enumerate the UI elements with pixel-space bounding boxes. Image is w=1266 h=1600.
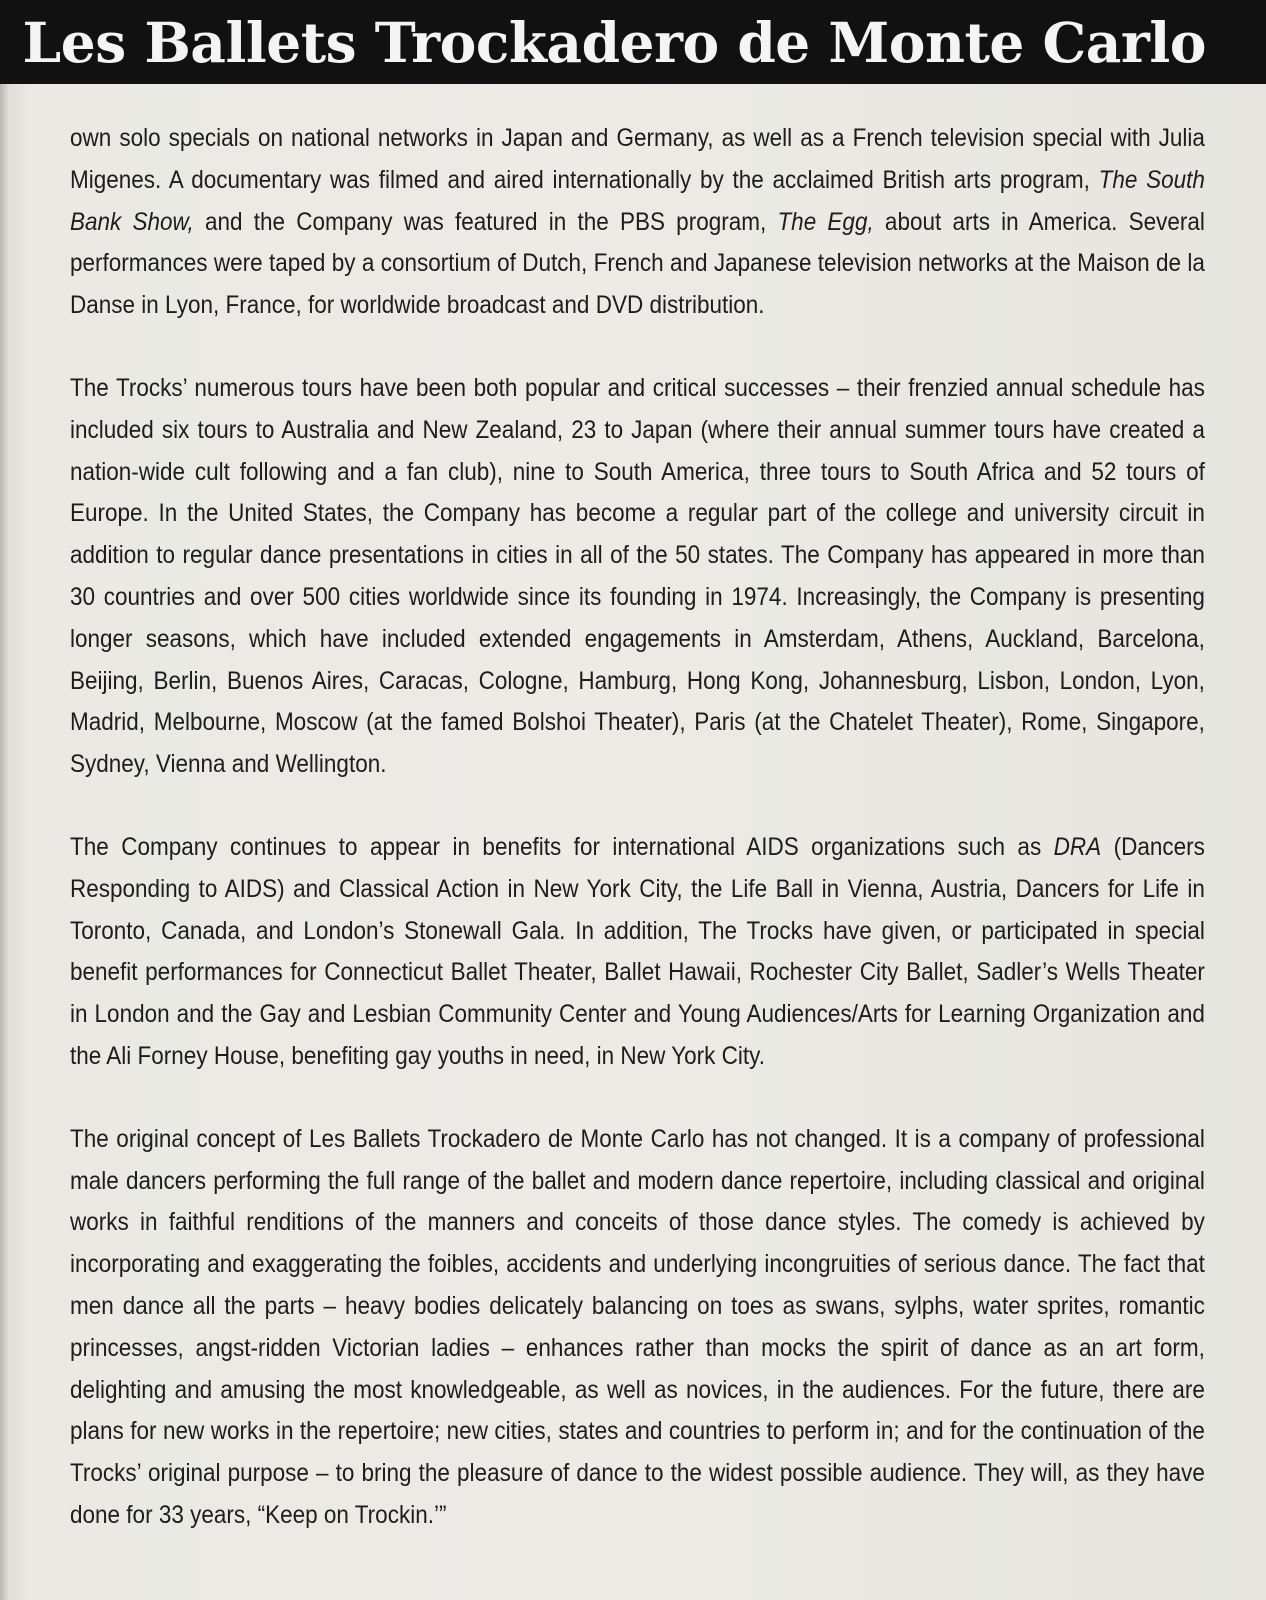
paragraph-benefits [70, 827, 1205, 1078]
paragraph-benefits-text-2: (Dancers Responding to AIDS) and Classical Action in New York City, the Life Ball in Vienna, Austria, Dancers for Life in Toronto, Canada, and London’s Stonewall Gala. In addition, The Trocks have given, or participated in special benefit performances for Connecticut Ballet Theater, Ballet Hawaii, Rochester City Ballet, Sadler’s Wells Theater in London and the Gay and Lesbian Community Center and Young Audiences/Arts for Learning Organization and the Ali Forney House, benefiting gay youths in need, in New York City. [70, 832, 1205, 1070]
article-body [70, 118, 1205, 1578]
header-bar [0, 0, 1266, 84]
show-title-south-bank: The South Bank Show, [70, 165, 1205, 236]
paragraph-media-text-3: about arts in America. Several performances were taped by a consortium of Dutch, French and Japanese television networks at the Maison de la Danse in Lyon, France, for worldwide broadcast and DVD distribution. [70, 207, 1205, 320]
page-binding-edge [0, 0, 10, 1600]
show-title-the-egg: The Egg, [777, 207, 874, 236]
paragraph-media [70, 118, 1205, 327]
paragraph-benefits-text-1: The Company continues to appear in benefits for international AIDS organizations such as [70, 832, 1054, 861]
paragraph-media-text-2: and the Company was featured in the PBS program, [193, 207, 778, 236]
paragraph-concept: The original concept of Les Ballets Trockadero de Monte Carlo has not changed. It is a company of professional male dancers performing the full range of the ballet and modern dance repertoire, including classical and original works in faithful renditions of the manners and conceits of those dance styles. The comedy is achieved by incorporating and exaggerating the foibles, accidents and underlying incongruities of serious dance. The fact that men dance all the parts – heavy bodies delicately balancing on toes as swans, sylphs, water sprites, romantic princesses, angst-ridden Victorian ladies – enhances rather than mocks the spirit of dance as an art form, delighting and amusing the most knowledgeable, as well as novices, in the audiences. For the future, there are plans for new works in the repertoire; new cities, states and countries to perform in; and for the continuation of the Trocks’ original purpose – to bring the pleasure of dance to the widest possible audience. They will, as they have done for 33 years, “Keep on Trockin.’” [70, 1124, 1205, 1529]
paragraph-media-text-1: own solo specials on national networks in Japan and Germany, as well as a French television special with Julia Migenes. A documentary was filmed and aired internationally by the acclaimed British arts program, [70, 124, 1205, 194]
page-title: Les Ballets Trockadero de Monte Carlo [22, 10, 1206, 75]
paragraph-tours: The Trocks’ numerous tours have been both popular and critical successes – their frenzied annual schedule has included six tours to Australia and New Zealand, 23 to Japan (where their annual summer tours have created a nation-wide cult following and a fan club), nine to South America, three tours to South Africa and 52 tours of Europe. In the United States, the Company has become a regular part of the college and university circuit in addition to regular dance presentations in cities in all of the 50 states. The Company has appeared in more than 30 countries and over 500 cities worldwide since its founding in 1974. Increasingly, the Company is presenting longer seasons, which have included extended engagements in Amsterdam, Athens, Auckland, Barcelona, Beijing, Berlin, Buenos Aires, Caracas, Cologne, Hamburg, Hong Kong, Johannesburg, Lisbon, London, Lyon, Madrid, Melbourne, Moscow (at the famed Bolshoi Theater), Paris (at the Chatelet Theater), Rome, Singapore, Sydney, Vienna and Wellington. [70, 373, 1205, 779]
organization-dra: DRA [1053, 832, 1102, 861]
